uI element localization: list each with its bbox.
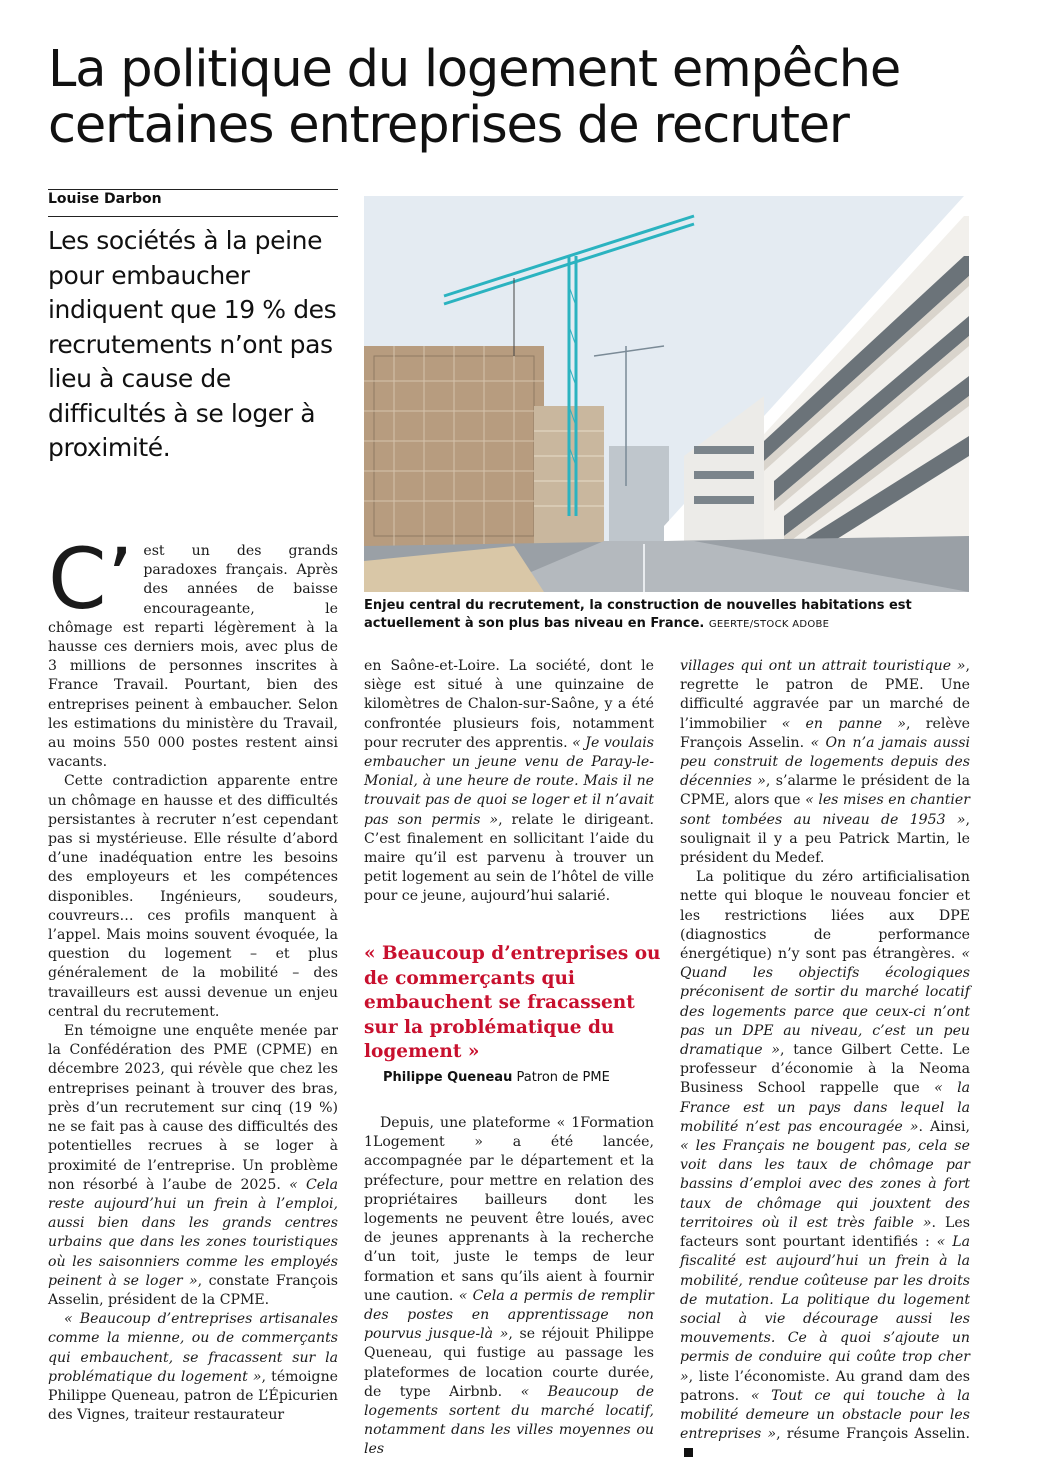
article-column-3 <box>680 657 970 1464</box>
quote-asselin-3: « Tout ce qui touche à la mobilité demeure un obstacle pour les entreprises » <box>680 1387 971 1443</box>
paragraph-8-c: . Ainsi, <box>918 1118 970 1135</box>
paragraph-5-tail: , relate le dirigeant. C’est finalement en sollicitant l’aide du maire qu’il est parvenu à trouver un petit logement au sein de l’hôtel de ville pour ce jeune, aujourd’hui salarié. <box>364 811 654 905</box>
quote-queneau-1: « Beaucoup d’entreprises artisanales comme la mienne, ou de commerçants qui embauchent, se fracassent sur la problématique du logement » <box>48 1311 338 1385</box>
quote-cette-3: « les Français ne bougent pas, cela se voit dans les taux de chômage par bassins d’emploi avec des zones à fort taux de chômage qui jouxtent des territoires où il est très faible » <box>680 1138 970 1231</box>
paragraph-8-e: , liste l’économiste. Au grand dam des patrons. <box>680 1368 970 1404</box>
paragraph-5 <box>364 657 654 907</box>
paragraph-6 <box>364 1114 654 1460</box>
paragraph-8-b: , tance Gilbert Cette. Le professeur d’économie à la Neoma Business School rappelle que <box>680 1042 970 1097</box>
paragraph-1-text: est un des grands paradoxes français. Après des années de baisse encourageante, le chômage est reparti légèrement à la hausse ces derniers mois, avec plus de 3 millions de personnes inscrites à France Travail. Pourtant, bien des entreprises peinent à embaucher. Selon les estimations du ministère du Travail, au moins 550 000 postes restent ainsi vacants. <box>48 543 338 771</box>
paragraph-5-text: en Saône-et-Loire. La société, dont le siège est situé à une quinzaine de kilomètres de Chalon-sur-Saône, y a été confrontée plusieurs fois, notamment pour recruter des apprentis. <box>364 658 654 751</box>
caption-text: Enjeu central du recrutement, la construction de nouvelles habitations est actuellement à son plus bas niveau en France. <box>364 598 912 631</box>
byline: Louise Darbon <box>48 191 162 207</box>
end-of-article-mark <box>684 1448 693 1457</box>
paragraph-1 <box>48 530 338 772</box>
article-column-2 <box>364 657 654 907</box>
paragraph-3-text: En témoigne une enquête menée par la Confédération des PME (CPME) en décembre 2023, qui révèle que chez les entreprises peinant à trouver des bras, près d’un recrutement sur cinq (19 %) ne se fait pas à cause des difficultés des potentielles recrues à se loger à proximité de l’entreprise. Un problème non résorbé à l’aube de 2025. <box>48 1023 338 1193</box>
photo-caption <box>364 597 974 634</box>
paragraph-7-text: , regrette le patron de PME. Une difficulté aggravée par un marché de l’immobilier <box>680 658 970 732</box>
paragraph-6-text: Depuis, une plateforme « 1Formation 1Logement » a été lancée, accompagnée par le département et la préfecture, pour mettre en relation des propriétaires bailleurs dont les logements ne peuvent être loués, avec de jeunes apprenants à la recherche d’un toit, juste le temps de leur formation et sans qu’ils aient à fournir une caution. <box>364 1115 654 1304</box>
paragraph-4 <box>48 1310 338 1425</box>
quote-asselin-1: « Cela reste aujourd’hui un frein à l’emploi, aussi bien dans les grands centres urbains que dans les zones touristiques où les saisonniers comme les employés peinent à se loger » <box>48 1176 338 1289</box>
paragraph-8-f: , résume François Asselin. <box>776 1426 970 1443</box>
paragraph-7-d: , soulignait il y a peu Patrick Martin, le président du Medef. <box>680 811 970 867</box>
quote-mises-en-chantier: « les mises en chantier sont tombées au niveau de 1953 » <box>680 792 971 828</box>
paragraph-7-c: , s’alarme le président de la CPME, alors que <box>680 773 970 809</box>
paragraph-3 <box>48 1022 338 1310</box>
quote-asselin-2: « On n’a jamais aussi peu construit de logements depuis des décennies » <box>680 734 971 790</box>
construction-site-photo <box>364 196 969 592</box>
paragraph-6-mid: , se réjouit Philippe Queneau, qui fustige au passage les plateformes de location courte durée, de type Airbnb. <box>364 1326 654 1400</box>
byline-rule-top <box>48 189 338 190</box>
headline: La politique du logement empêche certaines entreprises de recruter <box>48 40 901 155</box>
paragraph-7-b: , relève François Asselin. <box>680 715 970 751</box>
quote-cette-1: « Quand les objectifs écologiques préconisent de sortir du marché locatif des logements parce que ceux-ci n’ont pas un DPE au niveau, c’est un peu dramatique » <box>680 946 970 1059</box>
byline-rule-bottom <box>48 216 338 217</box>
quote-cette-2: « la France est un pays dans lequel la mobilité n’est pas encouragée » <box>680 1080 971 1135</box>
paragraph-8-text: La politique du zéro artificialisation nette qui bloque le nouveau foncier et les restrictions liées aux DPE (diagnostics de performance énergétique) n’y sont pas étrangères. <box>680 869 970 963</box>
pull-quote: « Beaucoup d’entreprises ou de commerçants qui embauchent se fracassent sur la problématique du logement » <box>364 943 661 1063</box>
drop-cap: C’ <box>48 530 134 628</box>
quote-queneau-4: « Beaucoup de logements sortent du marché locatif, notamment dans les villes moyennes ou les <box>364 1383 655 1458</box>
quote-queneau-4-end: villages qui ont un attrait touristique » <box>680 658 966 674</box>
paragraph-2: Cette contradiction apparente entre un chômage en hausse et des difficultés persistantes à recruter n’est cependant pas si mystérieuse. Elle résulte d’abord d’une inadéquation entre les besoins des employeurs et les compétences disponibles. Ingénieurs, soudeurs, couvreurs… ces profils manquent à l’appel. Mais moins souvent évoquée, la question du logement – et plus généralement de la mobilité – des travailleurs est aussi devenue un enjeu central du recrutement. <box>48 773 338 1020</box>
photo-credit: GEERTE/STOCK ADOBE <box>708 619 830 630</box>
paragraph-8-d: . Les facteurs sont pourtant identifiés : <box>680 1214 970 1251</box>
pull-quote-attribution <box>383 1070 673 1085</box>
paragraph-4-tail: , témoigne Philippe Queneau, patron de L’Épicurien des Vignes, traiteur restaurateur <box>48 1368 338 1424</box>
quote-en-panne: « en panne » <box>781 715 907 732</box>
quote-cette-4: « La fiscalité est aujourd’hui un frein à la mobilité, rendue coûteuse par les droits de mutation. La politique du logement social à vie décourage aussi les mouvements. Ce à quoi s’ajoute un permis de conduire qui coûte trop cher » <box>680 1234 970 1385</box>
quote-queneau-2: « Je voulais embaucher un jeune venu de Paray-le-Monial, à une heure de route. Mais il ne trouvait pas de quoi se loger et il n’avait pas son permis » <box>364 734 655 828</box>
pull-quote-author: Philippe Queneau <box>383 1070 513 1085</box>
standfirst: Les sociétés à la peine pour embaucher indiquent que 19 % des recrutements n’ont pas lieu à cause de difficultés à se loger à proximité. <box>48 226 337 462</box>
article-column-2-bottom <box>364 1114 654 1460</box>
article-column-1 <box>48 530 338 1425</box>
paragraph-7 <box>680 657 970 868</box>
pull-quote-role: Patron de PME <box>516 1070 610 1085</box>
quote-queneau-3: « Cela a permis de remplir des postes en apprentissage non pourvus jusque-là » <box>364 1287 655 1343</box>
paragraph-8 <box>680 868 970 1463</box>
paragraph-3-tail: , constate François Asselin, président de la CPME. <box>48 1272 338 1308</box>
